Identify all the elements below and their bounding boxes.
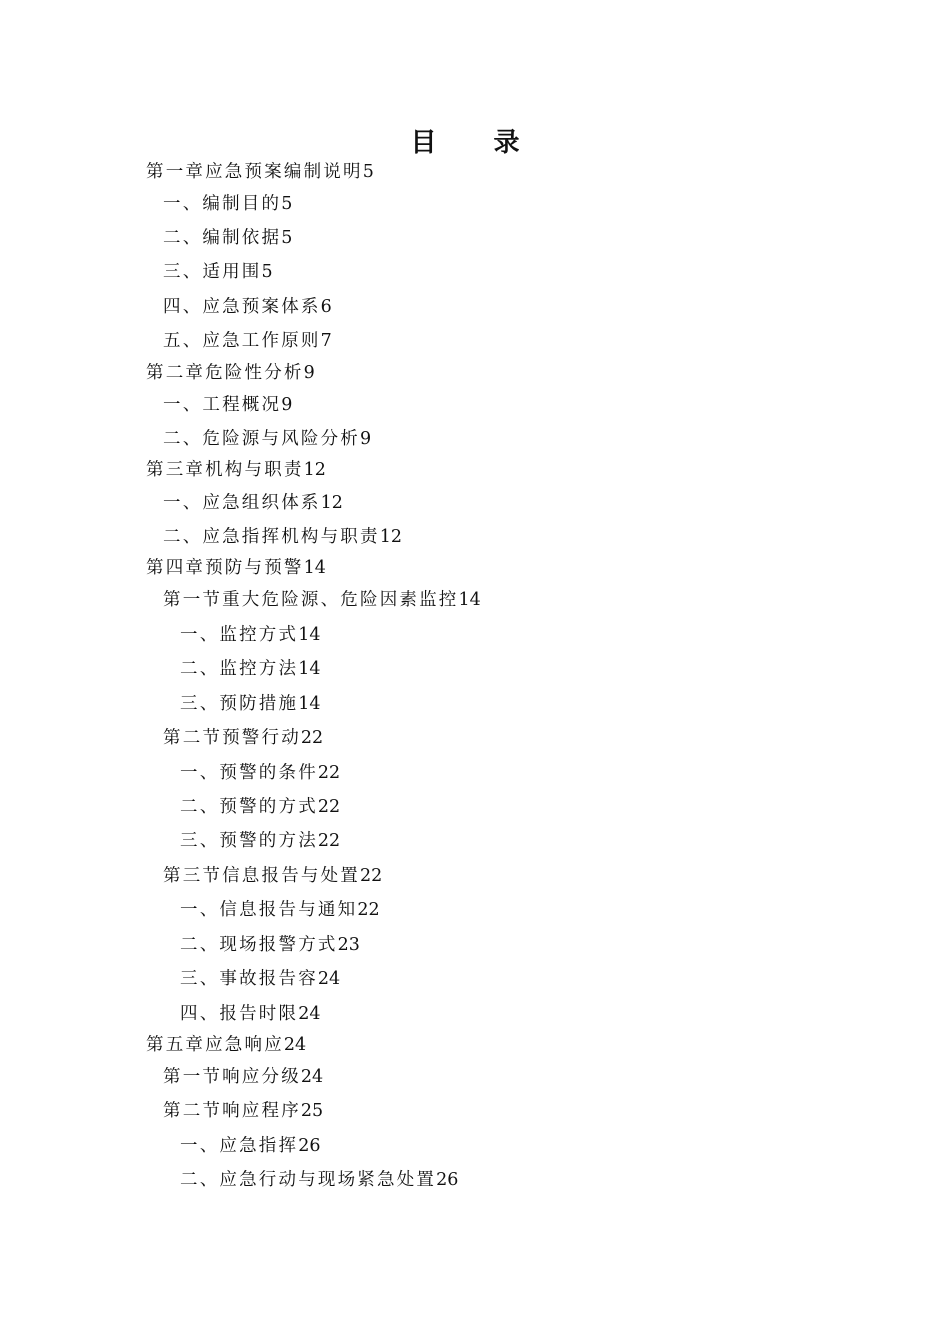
toc-chapter[interactable]	[146, 458, 326, 482]
toc-item[interactable]	[163, 260, 273, 284]
toc-item[interactable]	[163, 427, 371, 451]
toc-section[interactable]	[163, 864, 382, 888]
toc-entry-text: 一、工程概况	[163, 395, 282, 415]
toc-page-number: 5	[281, 194, 293, 214]
toc-page-number: 6	[320, 297, 332, 317]
toc-item[interactable]	[163, 329, 332, 353]
toc-entry-text: 二、应急指挥机构与职责	[163, 527, 380, 547]
toc-entry-text: 五、应急工作原则	[163, 331, 321, 351]
toc-item[interactable]	[180, 898, 380, 922]
toc-entry-text: 四、应急预案体系	[163, 297, 321, 317]
toc-page-number: 5	[362, 162, 374, 182]
toc-section[interactable]	[163, 1099, 323, 1123]
toc-entry-text: 第五章应急响应	[146, 1035, 284, 1055]
toc-entry-text: 二、监控方法	[180, 659, 299, 679]
toc-item[interactable]	[180, 795, 340, 819]
toc-page-number: 9	[360, 429, 372, 449]
toc-page-number: 22	[317, 797, 341, 817]
toc-page-number: 24	[317, 969, 341, 989]
toc-entry-text: 一、监控方式	[180, 625, 299, 645]
toc-item[interactable]	[163, 192, 292, 216]
toc-entry-text: 二、预警的方式	[180, 797, 318, 817]
toc-item[interactable]	[180, 1168, 458, 1192]
toc-entry-text: 第二章危险性分析	[146, 363, 304, 383]
toc-entry-text: 第二节预警行动	[163, 728, 301, 748]
toc-page-number: 12	[303, 460, 326, 480]
toc-page-number: 26	[436, 1170, 459, 1190]
toc-page-number: 26	[298, 1136, 321, 1156]
toc-entry-text: 第三节信息报告与处置	[163, 866, 360, 886]
toc-item[interactable]	[163, 226, 292, 250]
toc-page-number: 14	[458, 590, 481, 610]
toc-item[interactable]	[163, 295, 332, 319]
toc-entry-text: 第二节响应程序	[163, 1101, 301, 1121]
toc-entry-text: 二、危险源与风险分析	[163, 429, 360, 449]
toc-page-number: 5	[261, 262, 273, 282]
toc-page-number: 24	[298, 1004, 321, 1024]
toc-page-number: 7	[320, 331, 332, 351]
toc-item[interactable]	[163, 491, 343, 515]
toc-page-number: 24	[283, 1035, 307, 1055]
toc-entry-text: 二、现场报警方式	[180, 935, 338, 955]
toc-item[interactable]	[163, 525, 402, 549]
toc-chapter[interactable]	[146, 361, 315, 385]
page-title: 目 录	[410, 128, 544, 158]
toc-page-number: 5	[281, 228, 293, 248]
toc-section[interactable]	[163, 588, 481, 612]
toc-page-number: 22	[300, 728, 324, 748]
toc-entry-text: 第一节重大危险源、危险因素监控	[163, 590, 459, 610]
toc-item[interactable]	[180, 692, 320, 716]
toc-section[interactable]	[163, 726, 323, 750]
toc-item[interactable]	[180, 1002, 320, 1026]
toc-entry-text: 第四章预防与预警	[146, 558, 304, 578]
toc-item[interactable]	[180, 829, 340, 853]
toc-entry-text: 二、应急行动与现场紧急处置	[180, 1170, 437, 1190]
toc-page-number: 22	[317, 763, 341, 783]
toc-item[interactable]	[163, 393, 292, 417]
toc-entry-text: 第一章应急预案编制说明	[146, 162, 363, 182]
toc-entry-text: 第三章机构与职责	[146, 460, 304, 480]
toc-entry-text: 一、应急指挥	[180, 1136, 299, 1156]
toc-page-number: 14	[303, 558, 326, 578]
toc-entry-text: 一、编制目的	[163, 194, 282, 214]
toc-page-number: 14	[298, 694, 321, 714]
toc-item[interactable]	[180, 761, 340, 785]
toc-item[interactable]	[180, 933, 360, 957]
toc-chapter[interactable]	[146, 556, 326, 580]
toc-entry-text: 二、编制依据	[163, 228, 282, 248]
toc-page-number: 22	[360, 866, 383, 886]
toc-page-number: 22	[317, 831, 341, 851]
toc-item[interactable]	[180, 1134, 320, 1158]
toc-entry-text: 一、信息报告与通知	[180, 900, 358, 920]
toc-page-number: 9	[281, 395, 293, 415]
toc-item[interactable]	[180, 657, 320, 681]
toc-page-number: 22	[357, 900, 380, 920]
toc-entry-text: 三、适用围	[163, 262, 262, 282]
toc-page-number: 9	[303, 363, 315, 383]
toc-page-number: 24	[300, 1067, 324, 1087]
toc-entry-text: 三、事故报告容	[180, 969, 318, 989]
toc-entry-text: 一、预警的条件	[180, 763, 318, 783]
toc-page-number: 23	[337, 935, 360, 955]
toc-page-number: 12	[379, 527, 402, 547]
toc-chapter[interactable]	[146, 160, 374, 184]
toc-page-number: 14	[298, 659, 321, 679]
toc-entry-text: 四、报告时限	[180, 1004, 299, 1024]
toc-item[interactable]	[180, 967, 340, 991]
toc-chapter[interactable]	[146, 1033, 306, 1057]
toc-entry-text: 三、预警的方法	[180, 831, 318, 851]
toc-entry-text: 三、预防措施	[180, 694, 299, 714]
toc-page-number: 14	[298, 625, 321, 645]
toc-entry-text: 第一节响应分级	[163, 1067, 301, 1087]
toc-page-number: 25	[300, 1101, 324, 1121]
toc-page-number: 12	[320, 493, 343, 513]
toc-entry-text: 一、应急组织体系	[163, 493, 321, 513]
toc-section[interactable]	[163, 1065, 323, 1089]
toc-item[interactable]	[180, 623, 320, 647]
